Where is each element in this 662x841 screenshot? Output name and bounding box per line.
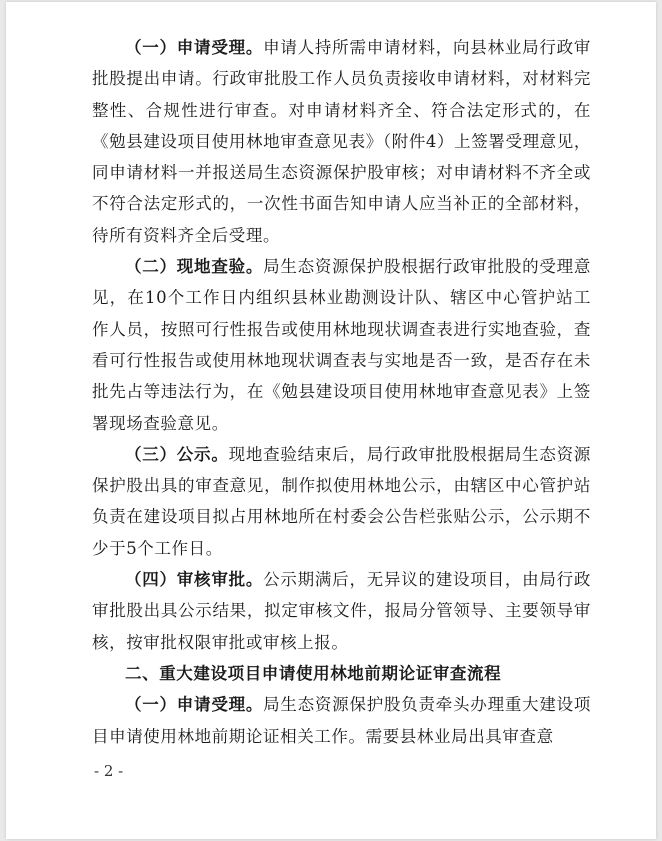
paragraph-lead: （一）申请受理。 [125,695,264,715]
paragraph-major-project-acceptance [92,689,591,752]
section-heading: 二、重大建设项目申请使用林地前期论证审查流程 [125,663,502,683]
paragraph-application-acceptance [92,32,591,251]
paragraph-lead: （二）现地查验。 [125,257,264,277]
paragraph-lead: （一）申请受理。 [125,38,264,57]
paragraph-text: 现地查验结束后，局行政审批股根据局生态资源保护股出具的审查意见，制作拟使用林地公示，由辖区中心管护站负责在建设项目拟占用林地所在村委会公告栏张贴公示，公示期不少于5个工作日。 [92,444,591,558]
document-page [6,2,656,839]
paragraph-site-inspection [92,251,591,439]
paragraph-lead: （三）公示。 [125,444,229,464]
paragraph-text: 局生态资源保护股根据行政审批股的受理意见，在10个工作日内组织县林业勘测设计队、辖区中心管护站工作人员，按照可行性报告或使用林地现状调查表进行实地查验，查看可行性报告或使用林地现状调查表与实地是否一致，是否存在未批先占等违法行为，在《勉县建设项目使用林地审查意见表》上签署现场查验意见。 [92,257,591,433]
page-number: - 2 - [94,762,124,780]
paragraph-lead: （四）审核审批。 [125,570,264,590]
paragraph-public-notice [92,439,591,564]
paragraph-text: 公示期满后，无异议的建设项目，由局行政审批股出具公示结果，拟定审核文件，报局分管领导、主要领导审核，按审批权限审批或审核上报。 [92,570,591,652]
paragraph-review-approval [92,564,591,658]
paragraph-text: 局生态资源保护股负责牵头办理重大建设项目申请使用林地前期论证相关工作。需要县林业局出具审查意 [92,695,591,746]
document-body [92,32,591,752]
paragraph-text: 申请人持所需申请材料，向县林业局行政审批股提出申请。行政审批股工作人员负责接收申请材料，对材料完整性、合规性进行审查。对申请材料齐全、符合法定形式的，在《勉县建设项目使用林地审查意见表》（附件4）上签署受理意见，同申请材料一并报送局生态资源保护股审核；对申请材料不齐全或不符合法定形式的，一次性书面告知申请人应当补正的全部材料，待所有资料齐全后受理。 [92,38,591,245]
